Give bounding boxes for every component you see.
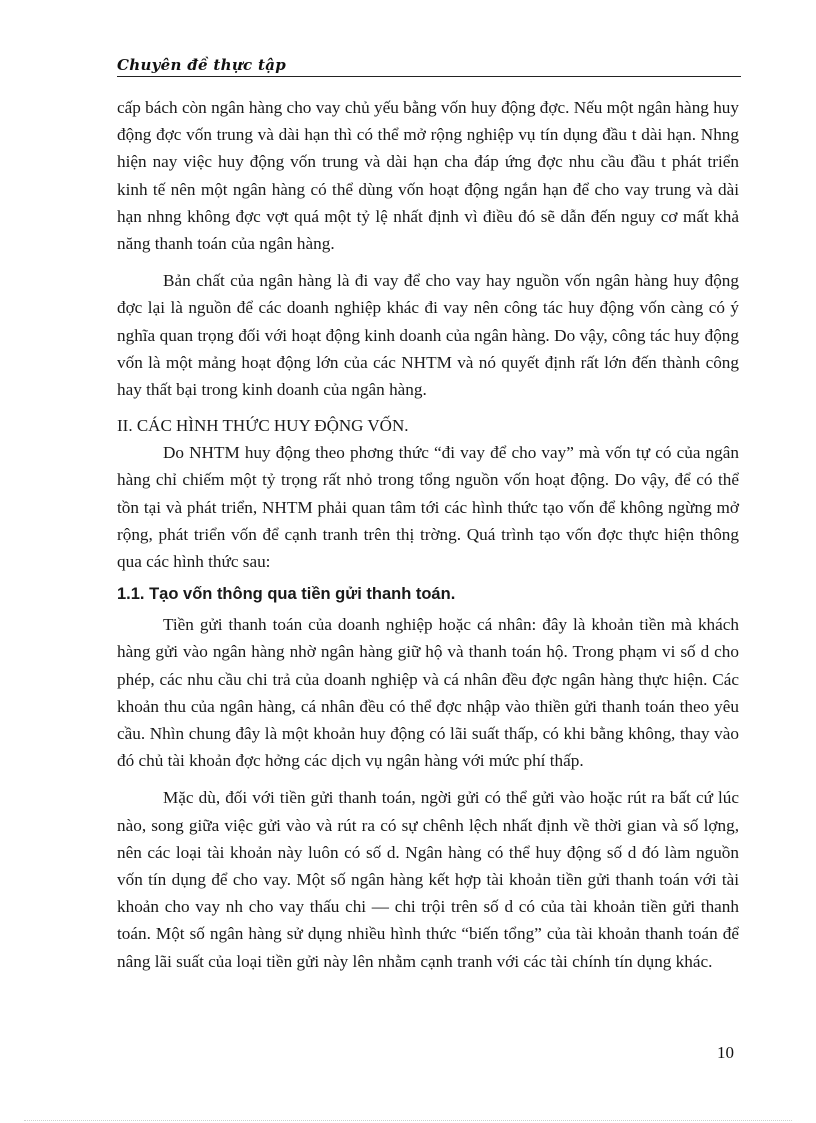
page-header: [117, 56, 741, 77]
section-heading: II. CÁC HÌNH THỨC HUY ĐỘNG VỐN.: [117, 416, 409, 436]
paragraph-section-intro: Do NHTM huy động theo phơng thức “đi vay để cho vay” mà vốn tự có của ngân hàng chỉ chiếm một tỷ trọng rất nhỏ trong tổng nguồn vốn hoạt động. Do vậy, để có thể tồn tại và phát triển, NHTM phải quan tâm tới các hình thức tạo vốn để không ngừng mở rộng, phát triển vốn để cạnh tranh trên thị trờng. Quá trình tạo vốn đợc thực hiện thông qua các hình thức sau:: [117, 443, 739, 572]
header-title: Chuyên đề thực tập: [117, 56, 287, 74]
paragraph-deposit-balance: Mặc dù, đối với tiền gửi thanh toán, ngời gửi có thể gửi vào hoặc rút ra bất cứ lúc nào, song giữa việc gửi vào và rút ra có sự chênh lệch nhất định về thời gian và số lợng, nên các loại tài khoản này luôn có số d. Ngân hàng có thể huy động số d đó làm nguồn vốn tín dụng để cho vay. Một số ngân hàng kết hợp tài khoản tiền gửi thanh toán với tài khoản cho vay nh cho vay thấu chi — chi trội trên số d có của tài khoản tiền gửi thanh toán. Một số ngân hàng sử dụng nhiều hình thức “biến tổng” của tài khoản thanh toán để nâng lãi suất của loại tiền gửi này lên nhằm cạnh tranh với các tài chính tín dụng khác.: [117, 788, 739, 971]
subsection-heading: 1.1. Tạo vốn thông qua tiền gửi thanh toán.: [117, 585, 456, 604]
paragraph-payment-deposit: Tiền gửi thanh toán của doanh nghiệp hoặc cá nhân: đây là khoản tiền mà khách hàng gửi vào ngân hàng nhờ ngân hàng giữ hộ và thanh toán hộ. Trong phạm vi số d cho phép, các nhu cầu chi trả của doanh nghiệp và cá nhân đều đợc ngân hàng thực hiện. Các khoản thu của ngân hàng, cá nhân đều có thể đợc nhập vào thiền gửi thanh toán theo yêu cầu. Nhìn chung đây là một khoản huy động có lãi suất thấp, có khi bằng không, thay vào đó chủ tài khoản đợc hởng các dịch vụ ngân hàng với mức phí thấp.: [117, 615, 739, 771]
page-content: [117, 94, 739, 985]
paragraph-continuation: cấp bách còn ngân hàng cho vay chủ yếu bằng vốn huy động đợc. Nếu một ngân hàng huy động đợc vốn trung và dài hạn thì có thể mở rộng nghiệp vụ tín dụng đầu t dài hạn. Nhng hiện nay việc huy động vốn trung và dài hạn cha đáp ứng đợc nhu cầu đầu t phát triển kinh tế nên một ngân hàng có thể dùng vốn hoạt động ngắn hạn để cho vay trung và dài hạn nhng không đợc vợt quá một tỷ lệ nhất định vì điều đó sẽ dẫn đến nguy cơ mất khả năng thanh toán của ngân hàng.: [117, 98, 739, 254]
page-number: 10: [717, 1043, 734, 1062]
bottom-divider: [24, 1120, 792, 1121]
paragraph-nature-of-bank: Bản chất của ngân hàng là đi vay để cho vay hay nguồn vốn ngân hàng huy động đợc lại là nguồn để các doanh nghiệp khác đi vay nên công tác huy động vốn càng có ý nghĩa quan trọng đối với hoạt động kinh doanh của ngân hàng. Do vậy, công tác huy động vốn là một mảng hoạt động lớn của các NHTM và nó quyết định rất lớn đến thành công hay thất bại trong kinh doanh của ngân hàng.: [117, 271, 739, 400]
